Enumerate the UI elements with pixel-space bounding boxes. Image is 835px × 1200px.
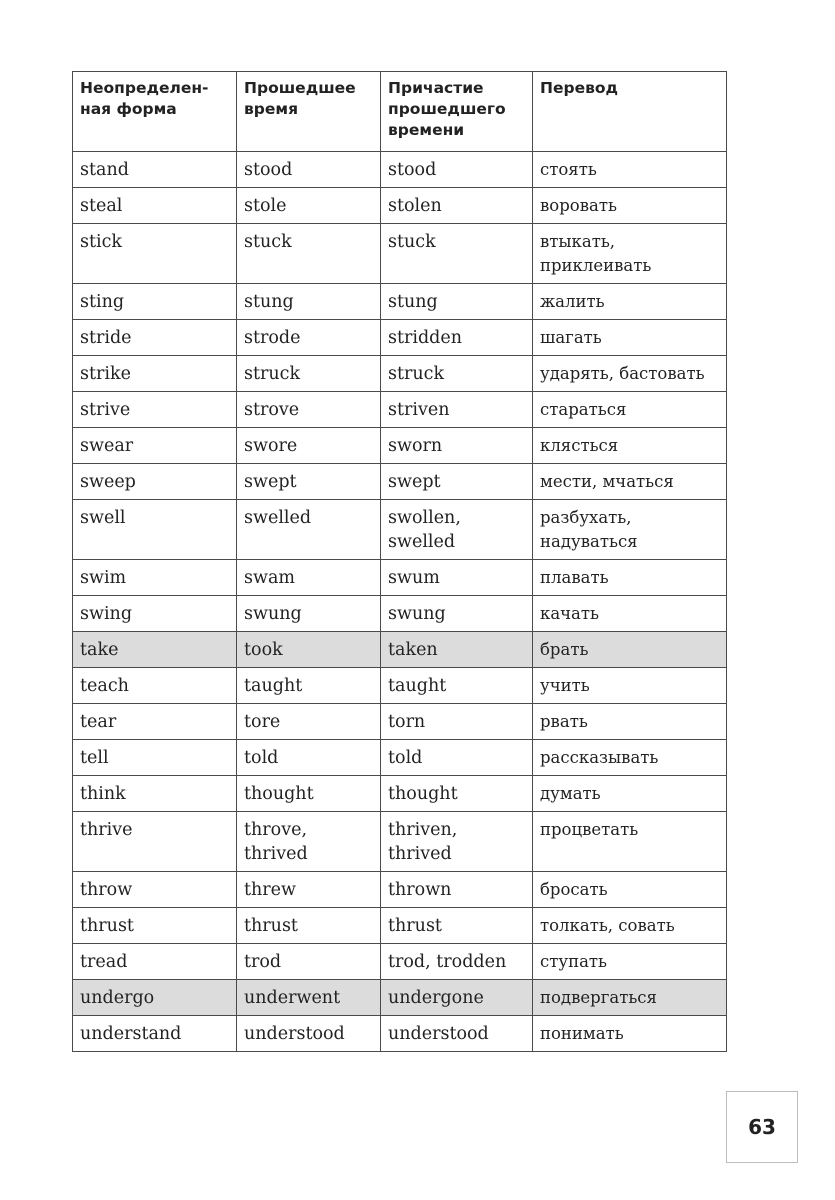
cell-past-participle: swollen, swelled	[381, 500, 533, 560]
cell-past-tense: stood	[237, 152, 381, 188]
table-row	[73, 872, 727, 908]
cell-translation: мести, мчаться	[533, 464, 727, 500]
cell-past-tense: took	[237, 632, 381, 668]
cell-translation: воровать	[533, 188, 727, 224]
cell-past-participle: swept	[381, 464, 533, 500]
cell-base-form: swing	[73, 596, 237, 632]
cell-base-form: think	[73, 776, 237, 812]
cell-past-participle: taught	[381, 668, 533, 704]
cell-translation: думать	[533, 776, 727, 812]
cell-past-tense: struck	[237, 356, 381, 392]
cell-base-form: understand	[73, 1016, 237, 1052]
cell-translation: шагать	[533, 320, 727, 356]
cell-base-form: steal	[73, 188, 237, 224]
cell-past-tense: thought	[237, 776, 381, 812]
cell-past-tense: strode	[237, 320, 381, 356]
cell-past-participle: torn	[381, 704, 533, 740]
cell-past-participle: stridden	[381, 320, 533, 356]
cell-base-form: tell	[73, 740, 237, 776]
cell-translation: втыкать, приклеивать	[533, 224, 727, 284]
table-row	[73, 668, 727, 704]
cell-past-tense: underwent	[237, 980, 381, 1016]
cell-past-participle: swum	[381, 560, 533, 596]
cell-past-participle: thought	[381, 776, 533, 812]
cell-base-form: swell	[73, 500, 237, 560]
header-base-form: Неопределен-ная форма	[73, 72, 237, 152]
cell-base-form: tread	[73, 944, 237, 980]
cell-translation: разбухать, надуваться	[533, 500, 727, 560]
cell-base-form: undergo	[73, 980, 237, 1016]
table-row	[73, 944, 727, 980]
table-row	[73, 596, 727, 632]
cell-translation: понимать	[533, 1016, 727, 1052]
cell-past-tense: swung	[237, 596, 381, 632]
cell-translation: брать	[533, 632, 727, 668]
cell-translation: клясться	[533, 428, 727, 464]
table-row	[73, 152, 727, 188]
cell-past-participle: swung	[381, 596, 533, 632]
table-header	[73, 72, 727, 152]
table-row	[73, 428, 727, 464]
cell-base-form: thrust	[73, 908, 237, 944]
table-row	[73, 776, 727, 812]
cell-translation: рассказывать	[533, 740, 727, 776]
page-number: 63	[726, 1091, 798, 1163]
cell-translation: толкать, совать	[533, 908, 727, 944]
cell-base-form: throw	[73, 872, 237, 908]
cell-past-tense: throve, thrived	[237, 812, 381, 872]
table-row	[73, 188, 727, 224]
table-row	[73, 500, 727, 560]
cell-past-participle: sworn	[381, 428, 533, 464]
cell-past-tense: swam	[237, 560, 381, 596]
cell-past-participle: stood	[381, 152, 533, 188]
table-row	[73, 908, 727, 944]
table-row	[73, 980, 727, 1016]
cell-base-form: strike	[73, 356, 237, 392]
table-row	[73, 704, 727, 740]
irregular-verbs-table	[72, 71, 727, 1052]
cell-past-participle: stolen	[381, 188, 533, 224]
cell-base-form: tear	[73, 704, 237, 740]
cell-past-tense: stung	[237, 284, 381, 320]
cell-translation: стараться	[533, 392, 727, 428]
table-row	[73, 560, 727, 596]
cell-base-form: sweep	[73, 464, 237, 500]
cell-past-tense: thrust	[237, 908, 381, 944]
table-row	[73, 464, 727, 500]
cell-past-tense: stuck	[237, 224, 381, 284]
table-row	[73, 224, 727, 284]
cell-past-tense: stole	[237, 188, 381, 224]
table-row	[73, 320, 727, 356]
cell-past-participle: stung	[381, 284, 533, 320]
cell-base-form: swear	[73, 428, 237, 464]
table-row	[73, 740, 727, 776]
table-body	[73, 152, 727, 1052]
cell-base-form: take	[73, 632, 237, 668]
header-past-participle: Причастие прошедшего времени	[381, 72, 533, 152]
cell-translation: плавать	[533, 560, 727, 596]
cell-past-participle: understood	[381, 1016, 533, 1052]
cell-past-tense: threw	[237, 872, 381, 908]
cell-past-tense: swelled	[237, 500, 381, 560]
cell-past-participle: stuck	[381, 224, 533, 284]
cell-past-participle: trod, trodden	[381, 944, 533, 980]
cell-past-participle: thriven, thrived	[381, 812, 533, 872]
cell-base-form: swim	[73, 560, 237, 596]
cell-translation: рвать	[533, 704, 727, 740]
cell-translation: ступать	[533, 944, 727, 980]
table-row	[73, 812, 727, 872]
cell-past-tense: trod	[237, 944, 381, 980]
cell-past-tense: understood	[237, 1016, 381, 1052]
cell-past-participle: thrown	[381, 872, 533, 908]
table-row	[73, 284, 727, 320]
cell-translation: подвергаться	[533, 980, 727, 1016]
cell-past-tense: strove	[237, 392, 381, 428]
table-row	[73, 392, 727, 428]
cell-base-form: sting	[73, 284, 237, 320]
cell-translation: ударять, бастовать	[533, 356, 727, 392]
cell-translation: бросать	[533, 872, 727, 908]
cell-past-participle: struck	[381, 356, 533, 392]
cell-past-participle: striven	[381, 392, 533, 428]
table-row	[73, 632, 727, 668]
cell-past-tense: swore	[237, 428, 381, 464]
cell-base-form: stick	[73, 224, 237, 284]
cell-base-form: stride	[73, 320, 237, 356]
cell-translation: учить	[533, 668, 727, 704]
cell-base-form: teach	[73, 668, 237, 704]
cell-translation: процветать	[533, 812, 727, 872]
table-row	[73, 356, 727, 392]
cell-past-participle: told	[381, 740, 533, 776]
cell-past-tense: taught	[237, 668, 381, 704]
cell-past-participle: thrust	[381, 908, 533, 944]
cell-past-tense: swept	[237, 464, 381, 500]
cell-translation: стоять	[533, 152, 727, 188]
cell-past-tense: tore	[237, 704, 381, 740]
cell-past-participle: taken	[381, 632, 533, 668]
cell-translation: жалить	[533, 284, 727, 320]
header-past-tense: Прошедшее время	[237, 72, 381, 152]
header-row	[73, 72, 727, 152]
cell-translation: качать	[533, 596, 727, 632]
header-translation: Перевод	[533, 72, 727, 152]
cell-base-form: strive	[73, 392, 237, 428]
cell-past-participle: undergone	[381, 980, 533, 1016]
table-row	[73, 1016, 727, 1052]
cell-base-form: stand	[73, 152, 237, 188]
cell-base-form: thrive	[73, 812, 237, 872]
cell-past-tense: told	[237, 740, 381, 776]
